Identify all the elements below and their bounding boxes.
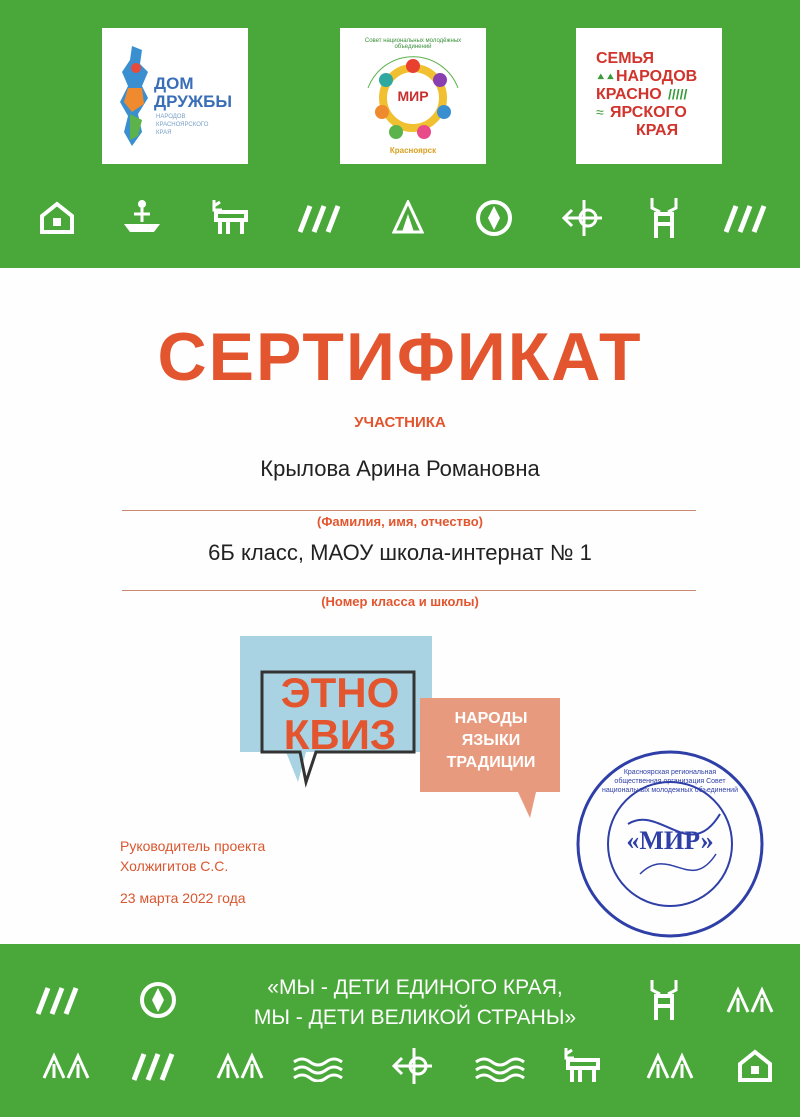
reindeer-icon-2: [560, 1044, 604, 1086]
quiz-tag3: ТРАДИЦИИ: [446, 754, 536, 771]
semya-narodov-logo: [576, 28, 722, 164]
certificate-title: СЕРТИФИКАТ: [157, 319, 643, 395]
semya-logo-line3: КРАСНО: [596, 86, 662, 103]
stamp-ring-text: Красноярская региональная общественная организация Совет национальных молодежных объединений: [602, 769, 739, 794]
slashes-icon-4: [132, 1052, 180, 1082]
semya-logo-line5: КРАЯ: [636, 122, 679, 139]
mir-logo: [340, 28, 486, 164]
quiz-title-line1: ЭТНО: [280, 669, 400, 716]
seed-circle-icon: [474, 198, 514, 238]
name-underline: [122, 510, 696, 511]
mir-logo-arc-bottom: Красноярск: [389, 146, 437, 155]
quiz-title-line2: КВИЗ: [283, 711, 397, 758]
stamp-center-text: «МИР»: [626, 826, 714, 855]
slashes-icon-2: [724, 204, 772, 234]
slash-ornament-icon: /////: [668, 86, 688, 102]
motto-line1: «МЫ - ДЕТИ ЕДИНОГО КРАЯ,: [267, 976, 563, 999]
dom-logo-line2: ДРУЖБЫ: [154, 92, 233, 111]
trees-icon-4: [644, 1052, 696, 1082]
elk-icon: [646, 196, 682, 240]
school-caption: (Номер класса и школы): [321, 594, 479, 609]
dom-logo-sub1: НАРОДОВ: [156, 114, 186, 120]
school-info: 6Б класс, МАОУ школа-интернат № 1: [208, 540, 592, 565]
signature-person: Холжигитов С.С.: [120, 858, 229, 874]
arrow-target-icon: [562, 198, 606, 238]
tree-icon: ⯅⯅: [596, 70, 616, 84]
arrow-target-icon-2: [392, 1046, 436, 1086]
trees-icon-3: [214, 1052, 266, 1082]
trees-icon-2: [40, 1052, 92, 1082]
semya-logo-line2: НАРОДОВ: [616, 68, 698, 85]
wave-icon-2: [292, 1054, 352, 1082]
house-icon-2: [736, 1048, 774, 1084]
mir-logo-arc-top: Совет национальных молодёжных объединений: [364, 38, 462, 50]
slashes-icon: [298, 204, 346, 234]
signature-role: Руководитель проекта: [120, 838, 266, 854]
mir-logo-center: МИР: [397, 88, 429, 104]
signature-date: 23 марта 2022 года: [120, 890, 246, 906]
elk-icon-2: [646, 978, 682, 1022]
house-icon: [38, 200, 76, 236]
quiz-tag1: НАРОДЫ: [454, 710, 528, 727]
certificate-subtitle: УЧАСТНИКА: [354, 414, 446, 431]
dom-logo-sub3: КРАЯ: [156, 130, 172, 136]
participant-name: Крылова Арина Романовна: [260, 456, 540, 481]
dom-logo-sub2: КРАСНОЯРСКОГО: [156, 122, 209, 128]
school-underline: [122, 590, 696, 591]
quiz-tag2: ЯЗЫКИ: [461, 732, 521, 749]
seed-circle-icon-2: [138, 980, 178, 1020]
dom-logo-line1: ДОМ: [154, 74, 194, 93]
wave-icon: ≈: [596, 104, 604, 120]
trees-icon: [724, 986, 776, 1016]
slashes-icon-3: [36, 986, 84, 1016]
semya-logo-line4: ЯРСКОГО: [610, 104, 687, 121]
dom-druzhby-logo: [102, 28, 248, 164]
boat-person-icon: [122, 198, 162, 236]
reindeer-icon: [208, 196, 252, 238]
name-caption: (Фамилия, имя, отчество): [316, 514, 484, 529]
motto-line2: МЫ - ДЕТИ ВЕЛИКОЙ СТРАНЫ»: [253, 1006, 577, 1029]
tent-icon: [392, 200, 424, 236]
semya-logo-line1: СЕМЬЯ: [596, 50, 654, 67]
wave-icon-3: [474, 1054, 534, 1082]
